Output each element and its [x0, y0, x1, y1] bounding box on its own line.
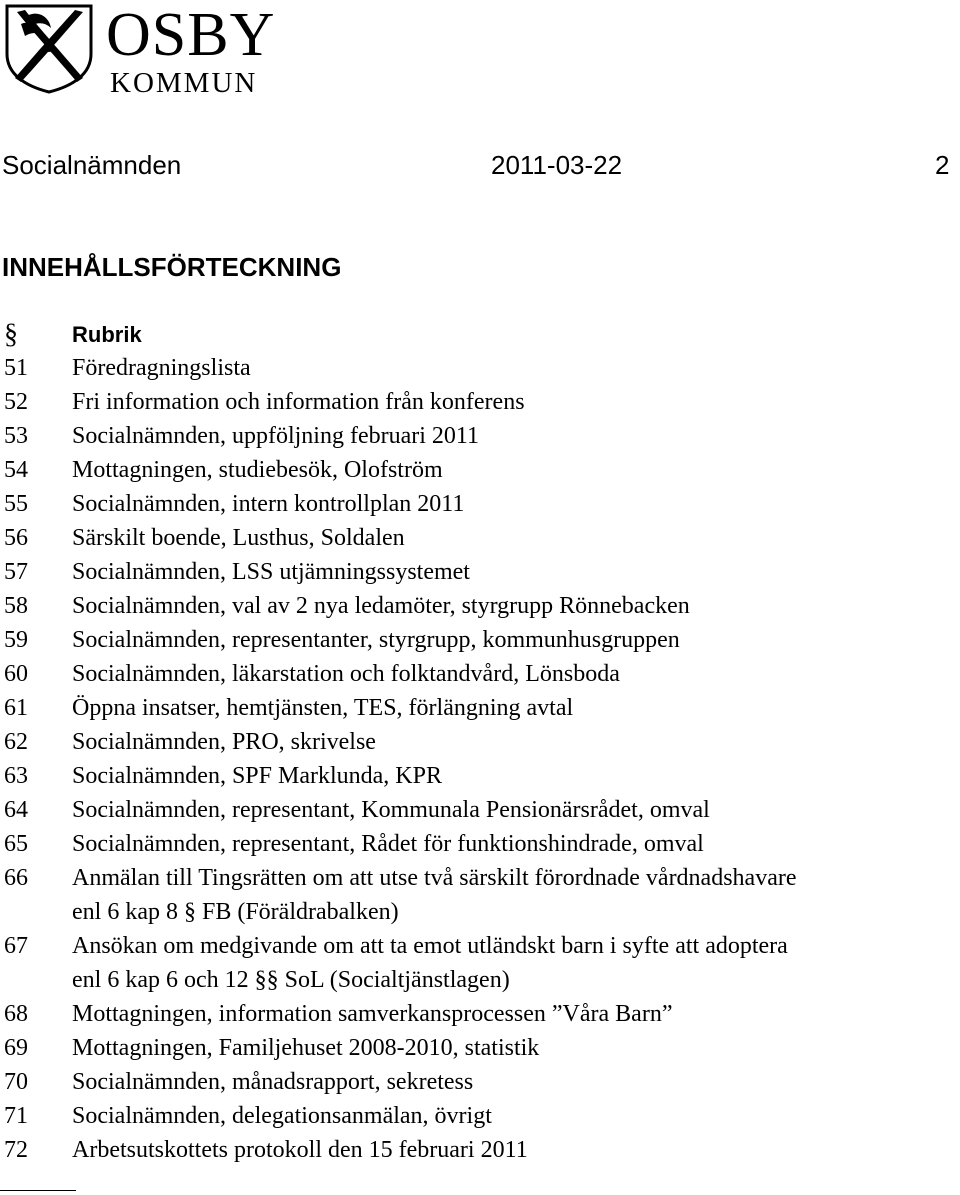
page-number: 2: [935, 150, 950, 180]
toc-entry: [0, 385, 960, 419]
toc-entry: [0, 351, 960, 385]
paragraph-number: 53: [4, 423, 28, 449]
paragraph-number: 58: [4, 593, 28, 619]
entry-heading: Mottagningen, Familjehuset 2008-2010, statistik: [72, 1035, 540, 1061]
paragraph-number: 54: [4, 457, 28, 483]
header-date: 2011-03-22: [491, 150, 623, 180]
footnote-divider: [0, 1190, 76, 1191]
paragraph-number: 59: [4, 627, 28, 653]
toc-entry: [0, 521, 960, 555]
coat-of-arms-icon: [3, 2, 95, 94]
paragraph-number: 65: [4, 831, 28, 857]
toc-entry: [0, 1133, 960, 1167]
entry-heading: enl 6 kap 6 och 12 §§ SoL (Socialtjänstlagen): [72, 967, 510, 993]
municipality-logo: [0, 0, 290, 100]
entry-heading: Öppna insatser, hemtjänsten, TES, förlängning avtal: [72, 695, 574, 721]
entry-heading: Socialnämnden, representant, Kommunala Pensionärsrådet, omval: [72, 797, 710, 823]
paragraph-number: 64: [4, 797, 28, 823]
toc-entry-continuation: [0, 963, 960, 997]
toc-entry: [0, 1065, 960, 1099]
entry-heading: enl 6 kap 8 § FB (Föräldrabalken): [72, 899, 399, 925]
entry-heading: Socialnämnden, representant, Rådet för funktionshindrade, omval: [72, 831, 704, 857]
paragraph-number: 56: [4, 525, 28, 551]
entry-heading: Fri information och information från konferens: [72, 389, 525, 415]
toc-entry: [0, 997, 960, 1031]
page-title: INNEHÅLLSFÖRTECKNING: [2, 252, 342, 282]
paragraph-number: 61: [4, 695, 28, 721]
entry-heading: Mottagningen, studiebesök, Olofström: [72, 457, 443, 483]
toc-entry: [0, 1031, 960, 1065]
toc-entry: [0, 827, 960, 861]
paragraph-symbol-header: §: [4, 319, 18, 350]
paragraph-number: 63: [4, 763, 28, 789]
paragraph-number: 71: [4, 1103, 28, 1129]
toc-entry: [0, 759, 960, 793]
toc-entry: [0, 623, 960, 657]
paragraph-number: 57: [4, 559, 28, 585]
paragraph-number: 69: [4, 1035, 28, 1061]
entry-heading: Socialnämnden, uppföljning februari 2011: [72, 423, 480, 449]
entry-heading: Socialnämnden, delegationsanmälan, övrigt: [72, 1103, 492, 1129]
toc-entry: [0, 487, 960, 521]
toc-entry: [0, 691, 960, 725]
entry-heading: Socialnämnden, representanter, styrgrupp, kommunhusgruppen: [72, 627, 680, 653]
toc-entry: [0, 453, 960, 487]
paragraph-number: 66: [4, 865, 28, 891]
entry-heading: Socialnämnden, läkarstation och folktandvård, Lönsboda: [72, 661, 620, 687]
paragraph-number: 67: [4, 933, 28, 959]
entry-heading: Socialnämnden, LSS utjämningssystemet: [72, 559, 470, 585]
header-department: Socialnämnden: [2, 150, 182, 180]
toc-entry: [0, 793, 960, 827]
entry-heading: Anmälan till Tingsrätten om att utse två särskilt förordnade vårdnadshavare: [72, 865, 797, 891]
logo-subtitle: KOMMUN: [110, 67, 258, 99]
paragraph-number: 60: [4, 661, 28, 687]
toc-entry: [0, 657, 960, 691]
entry-heading: Socialnämnden, PRO, skrivelse: [72, 729, 376, 755]
paragraph-number: 55: [4, 491, 28, 517]
entry-heading: Föredragningslista: [72, 355, 251, 381]
paragraph-number: 72: [4, 1137, 28, 1163]
toc-entry: [0, 1099, 960, 1133]
toc-entry: [0, 589, 960, 623]
paragraph-number: 68: [4, 1001, 28, 1027]
toc-entry: [0, 725, 960, 759]
toc-entry-continuation: [0, 895, 960, 929]
entry-heading: Socialnämnden, val av 2 nya ledamöter, styrgrupp Rönnebacken: [72, 593, 690, 619]
paragraph-number: 51: [4, 355, 28, 381]
entry-heading: Socialnämnden, intern kontrollplan 2011: [72, 491, 465, 517]
toc-entry: [0, 929, 960, 963]
toc-entry: [0, 861, 960, 895]
entry-heading: Socialnämnden, månadsrapport, sekretess: [72, 1069, 474, 1095]
paragraph-number: 52: [4, 389, 28, 415]
entry-heading: Mottagningen, information samverkansprocessen ”Våra Barn”: [72, 1001, 673, 1027]
heading-column-label: Rubrik: [72, 322, 142, 347]
paragraph-number: 70: [4, 1069, 28, 1095]
entry-heading: Arbetsutskottets protokoll den 15 februari 2011: [72, 1137, 528, 1163]
paragraph-number: 62: [4, 729, 28, 755]
entry-heading: Särskilt boende, Lusthus, Soldalen: [72, 525, 405, 551]
logo-wordmark: OSBY: [106, 1, 276, 69]
table-of-contents: [0, 351, 960, 1167]
toc-column-header: [0, 318, 960, 352]
entry-heading: Ansökan om medgivande om att ta emot utländskt barn i syfte att adoptera: [72, 933, 788, 959]
entry-heading: Socialnämnden, SPF Marklunda, KPR: [72, 763, 442, 789]
toc-entry: [0, 555, 960, 589]
toc-entry: [0, 419, 960, 453]
